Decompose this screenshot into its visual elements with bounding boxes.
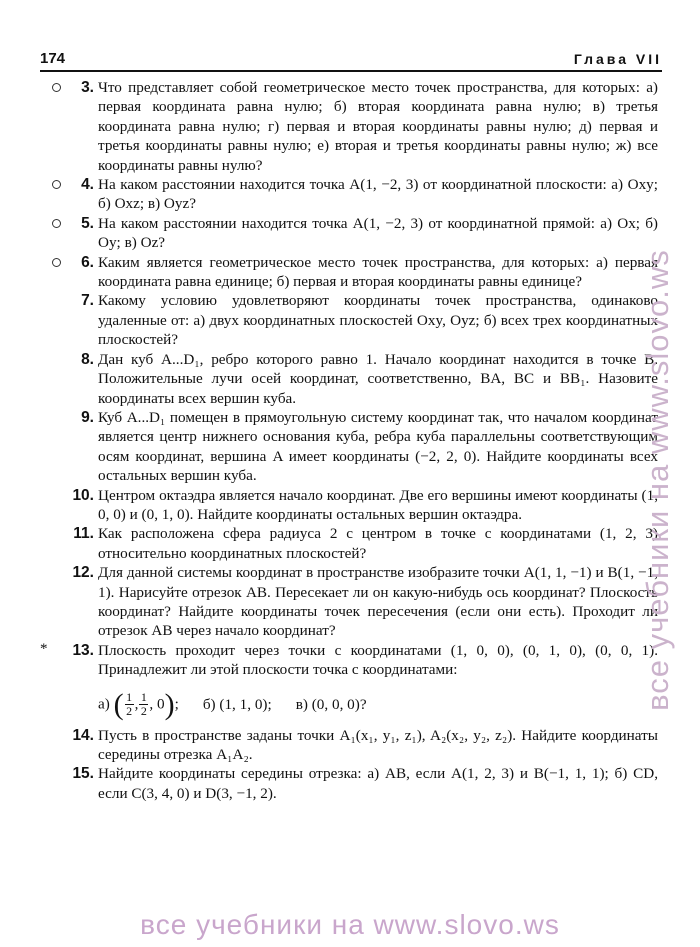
fraction: $\frac{1}{2}$ (126, 690, 133, 719)
problem-9 (40, 408, 658, 486)
problem-number: 15. (72, 765, 94, 783)
problem-number: 12. (72, 564, 94, 582)
problem-text: На каком расстоянии находится точка A(1, −2, 3) от координатной плоскости: а) Oxy; б) Oxz; в) Oyz? (98, 176, 658, 213)
problem-13-options (98, 680, 658, 726)
problem-3 (40, 78, 658, 175)
problem-text: Пусть в пространстве заданы точки A₁(x₁, y₁, z₁), A₂(x₂, y₂, z₂). Найдите координаты середины отрезка A₁A₂. (98, 726, 658, 763)
fraction: $\frac{1}{2}$ (140, 690, 147, 719)
problem-14 (40, 726, 658, 765)
option-a: а) ( $\frac{1}{2}$ , $\frac{1}{2}$ , 0); (98, 687, 179, 721)
problem-list (40, 78, 658, 803)
problem-number: 11. (73, 525, 94, 543)
problem-text: Что представляет собой геометрическое место точек пространства, для которых: а) первая координата равна нулю; б) вторая координата равна нулю; в) третья координата равна нулю; г) первая и вторая координаты равны нулю; д) первая и третья координаты равны нулю; е) вторая и третья координаты равны нулю; ж) все координаты равны нулю? (98, 79, 658, 174)
problem-4 (40, 175, 658, 214)
problem-7 (40, 291, 658, 349)
problem-number: 13. (72, 641, 94, 659)
problem-number: 8. (81, 350, 94, 368)
problem-6 (40, 253, 658, 292)
problem-text: Какому условию удовлетворяют координаты точек пространства, одинаково удаленные от: а) двух координатных плоскостей Oxy, Oyz; б) всех трех координатных плоскостей? (98, 292, 658, 349)
problem-text: Куб A...D₁ помещен в прямоугольную систему координат так, что началом координат является центр нижнего основания куба, ребра куба параллельны соответствующим осям координат, вершина A имеет координаты (−2, 2, 0). Найдите координаты всех остальных вершин куба. (98, 408, 658, 485)
option-c: в) (0, 0, 0)? (295, 695, 367, 713)
page-header (40, 44, 662, 72)
problem-number: 14. (72, 726, 94, 744)
bottom-watermark[interactable]: все учебники на www.slovo.ws (140, 909, 560, 940)
problem-text: Дан куб A...D₁, ребро которого равно 1. Начало координат находится в точке B. Положительные лучи осей координат, соответственно, BA, BC и BB₁. Назовите координаты всех вершин куба. (98, 350, 658, 407)
problem-15 (40, 764, 658, 803)
problem-text: Каким является геометрическое место точек пространства, для которых: а) первая координата равна единице; б) первая и вторая координаты равны единице? (98, 253, 658, 291)
problem-text: Найдите координаты середины отрезка: а) AB, если A(1, 2, 3) и B(−1, 1, 1); б) CD, если C(3, 4, 0) и D(3, −1, 2). (98, 765, 658, 802)
problem-number: 6. (81, 253, 94, 271)
problem-13 (40, 641, 658, 726)
problem-10 (40, 486, 658, 525)
chapter-title: Глава VII (573, 51, 662, 67)
side-watermark: все учебники на www.slovo.ws (640, 249, 675, 711)
page-number: 174 (40, 50, 66, 67)
problem-number: 4. (81, 176, 94, 194)
star-marker-icon: * (40, 640, 48, 657)
problem-12 (40, 563, 658, 641)
problem-text: На каком расстоянии находится точка A(1, −2, 3) от координатной прямой: а) Ox; б) Oy; в) Oz? (98, 214, 658, 252)
problem-text: Плоскость проходит через точки с координатами (1, 0, 0), (0, 1, 0), (0, 0, 1). Принадлежит ли этой плоскости точка с координатами: (98, 641, 658, 679)
problem-11 (40, 524, 658, 563)
problem-number: 9. (81, 408, 94, 426)
option-b: б) (1, 1, 0); (202, 695, 272, 713)
problem-text: Как расположена сфера радиуса 2 с центром в точке с координатами (1, 2, 3) относительно координатных плоскостей? (98, 525, 658, 562)
problem-5 (40, 214, 658, 253)
problem-text: Центром октаэдра является начало координат. Две его вершины имеют координаты (1, 0, 0) и (0, 1, 0). Найдите координаты остальных вершин октаэдра. (98, 486, 658, 523)
problem-number: 7. (81, 292, 94, 310)
problem-number: 5. (81, 214, 94, 232)
problem-8 (40, 350, 658, 408)
problem-number: 3. (81, 79, 94, 96)
problem-text: Для данной системы координат в пространстве изобразите точки A(1, 1, −1) и B(1, −1, 1). Нарисуйте отрезок AB. Пересекает ли он какую-нибудь ось координат? Плоскость координат? Найдите координаты точек пересечения (если они есть). Проходит ли отрезок AB через начало координат? (98, 564, 658, 640)
problem-number: 10. (72, 486, 94, 504)
